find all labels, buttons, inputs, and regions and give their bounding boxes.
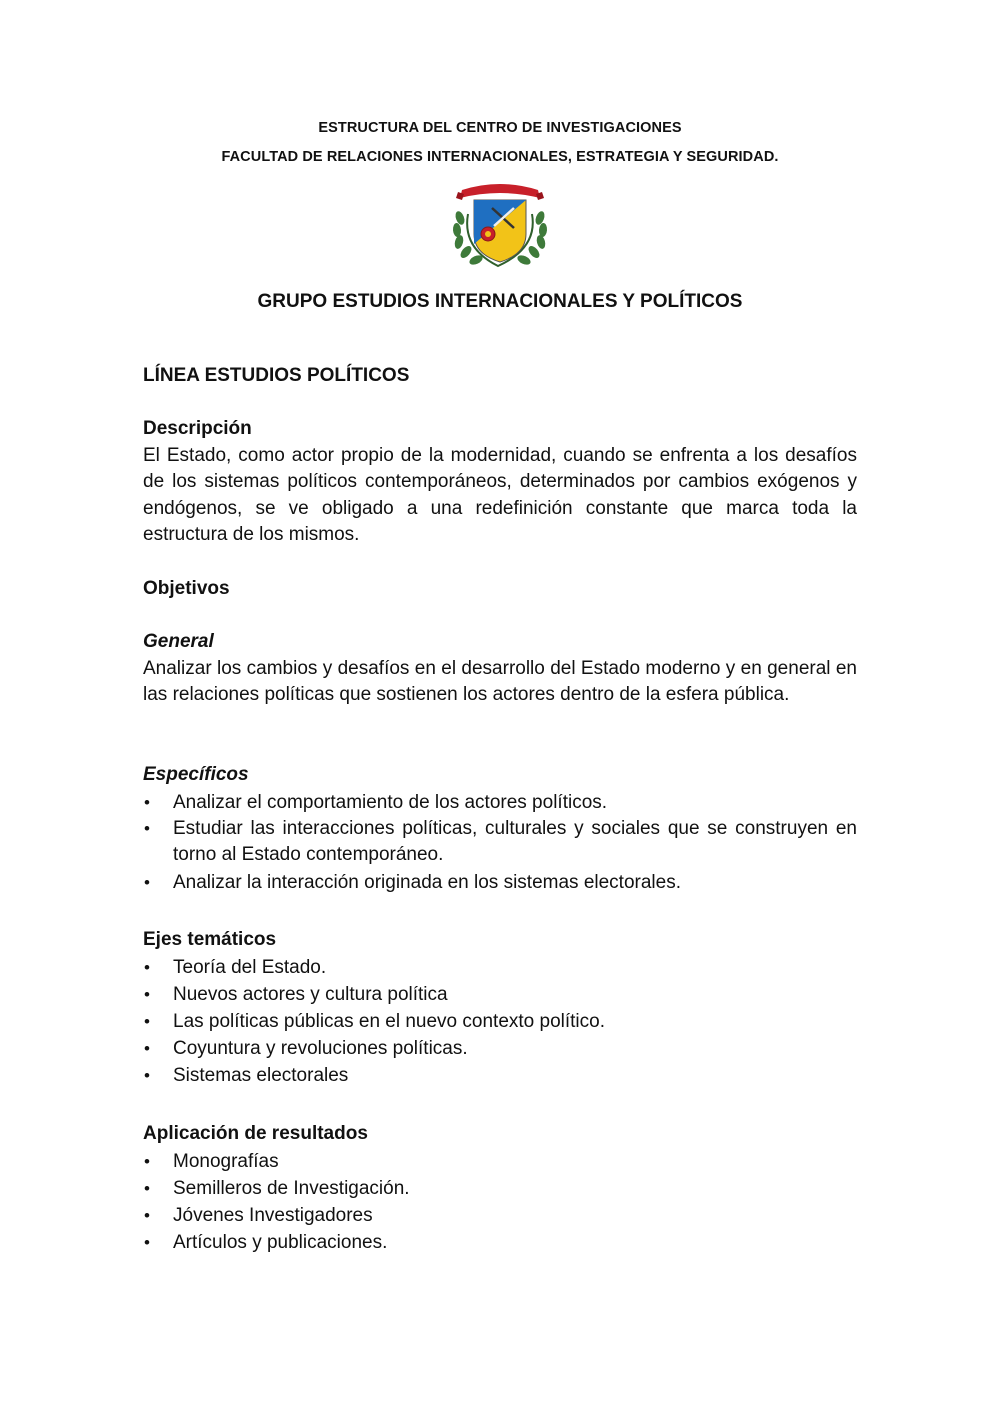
list-item: • Analizar la interacción originada en los sistemas electorales. [143,869,857,896]
themes-section [143,927,857,1089]
university-crest-icon [448,178,552,270]
header-line-2: FACULTAD DE RELACIONES INTERNACIONALES, ESTRATEGIA Y SEGURIDAD. [221,149,779,165]
results-heading: Aplicación de resultados [143,1123,368,1144]
list-item: • Teoría del Estado. [143,954,857,981]
list-item: • Semilleros de Investigación. [143,1175,857,1202]
results-section [143,1121,857,1256]
description-section [143,416,857,549]
objectives-heading: Objetivos [143,578,230,599]
list-item: • Sistemas electorales [143,1062,857,1089]
themes-list [143,954,857,1089]
list-item: • Jóvenes Investigadores [143,1202,857,1229]
header-line-1: ESTRUCTURA DEL CENTRO DE INVESTIGACIONES [318,120,682,136]
list-item: • Coyuntura y revoluciones políticas. [143,1035,857,1062]
results-list [143,1148,857,1256]
line-title: LÍNEA ESTUDIOS POLÍTICOS [143,365,410,386]
general-text: Analizar los cambios y desafíos en el desarrollo del Estado moderno y en general en las relaciones políticas que sostienen los actores dentro de la esfera pública. [143,657,857,705]
list-item: • Estudiar las interacciones políticas, culturales y sociales que se construyen en torno al Estado contemporáneo. [143,816,857,869]
general-section [143,629,857,709]
list-item: • Monografías [143,1148,857,1175]
general-heading: General [143,631,214,652]
description-text: El Estado, como actor propio de la modernidad, cuando se enfrenta a los desafíos de los sistemas políticos contemporáneos, determinados por cambios exógenos y endógenos, se ve obligado a una redefinición constante que marca toda la estructura de los mismos. [143,444,857,545]
group-title: GRUPO ESTUDIOS INTERNACIONALES Y POLÍTICOS [257,291,743,312]
list-item: • Artículos y publicaciones. [143,1229,857,1256]
specific-heading: Específicos [143,764,249,785]
description-heading: Descripción [143,418,252,439]
list-item: • Analizar el comportamiento de los actores políticos. [143,789,857,816]
specific-section [143,762,857,896]
list-item: • Nuevos actores y cultura política [143,981,857,1008]
themes-heading: Ejes temáticos [143,929,277,950]
specific-list [143,789,857,896]
list-item: • Las políticas públicas en el nuevo contexto político. [143,1008,857,1035]
